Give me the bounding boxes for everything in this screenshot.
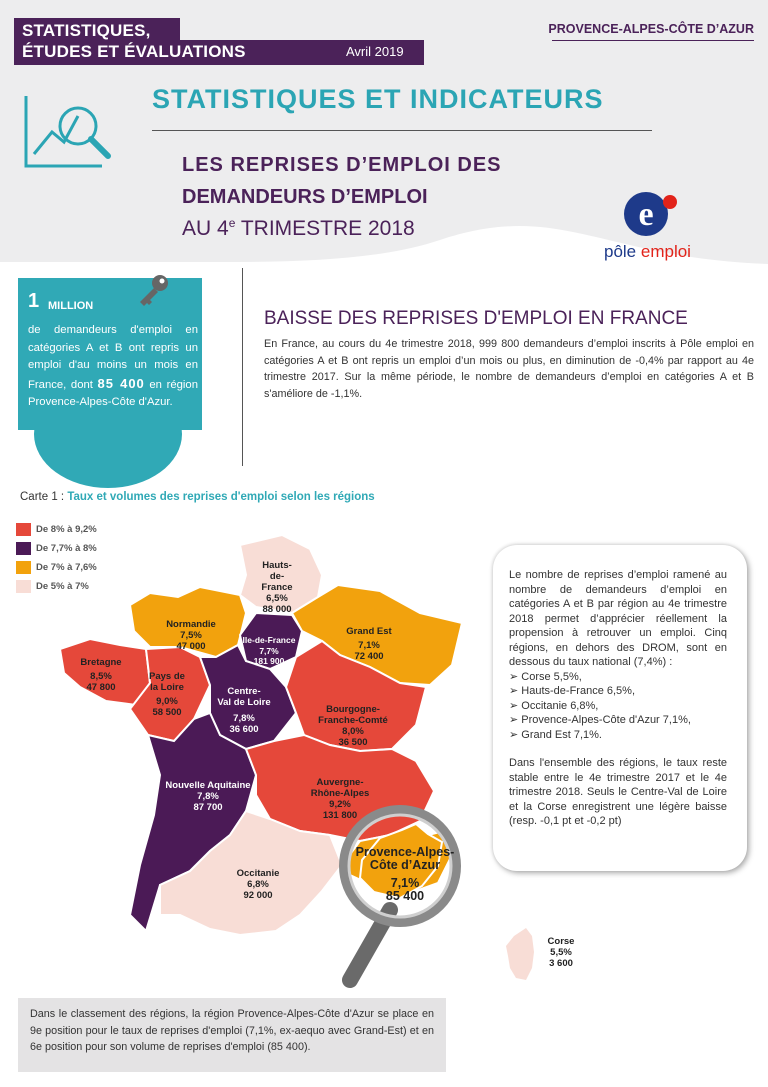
legend-swatch — [16, 561, 31, 574]
ranking-text: Dans le classement des régions, la région Provence-Alpes-Côte d'Azur se place en 9e position pour le taux de reprises d'emploi (7,1%, ex-aequo avec Grand-Est) et en 6e position pour son volume de reprises d'emploi (85 400). — [30, 1008, 434, 1053]
label-ile-de-france: Ile-de-France 7,7% 181 900 — [242, 635, 296, 666]
region-name: PROVENCE-ALPES-CÔTE D’AZUR — [548, 22, 754, 36]
list-item: ➢ Hauts-de-France 6,5%, — [509, 684, 727, 699]
page-title-line-2: DEMANDEURS D’EMPLOI — [182, 186, 428, 208]
section-heading: STATISTIQUES ET INDICATEURS — [152, 84, 604, 114]
intro-heading: BAISSE DES REPRISES D'EMPLOI EN FRANCE — [264, 308, 688, 329]
legend-swatch — [16, 523, 31, 536]
region-underline — [552, 40, 754, 41]
map-caption: Carte 1 : Taux et volumes des reprises d'emploi selon les régions — [20, 491, 375, 503]
label-normandie: Normandie 7,5% 47 000 — [166, 619, 216, 652]
label-hauts-de-france: Hauts- de- France 6,5% 88 000 — [261, 560, 293, 615]
key-figure-unit: MILLION — [48, 300, 94, 312]
list-item: ➢ Occitanie 6,8%, — [509, 699, 727, 714]
analysis-text — [509, 568, 727, 829]
label-occitanie: Occitanie 6,8% 92 000 — [236, 868, 280, 901]
key-icon — [136, 272, 172, 308]
legend-swatch — [16, 580, 31, 593]
label-pays-de-la-loire: Pays de la Loire 9,0% 58 500 — [149, 671, 185, 718]
section-rule — [152, 130, 652, 131]
page-title-line-1: LES REPRISES D’EMPLOI DES — [182, 154, 502, 176]
legend-item: De 5% à 7% — [16, 577, 97, 596]
legend-item: De 8% à 9,2% — [16, 520, 97, 539]
pole-emploi-logo — [622, 190, 688, 238]
logo-wordmark: pôle emploi — [604, 242, 691, 261]
list-item: ➢ Corse 5,5%, — [509, 670, 727, 685]
legend-swatch — [16, 542, 31, 555]
label-centre-val-de-loire: Centre- Val de Loire 7,8% 36 600 — [217, 686, 271, 735]
key-figure-number: 1 — [28, 290, 40, 312]
analysis-paragraph: Le nombre de reprises d’emploi ramené au nombre de demandeurs d’emploi en catégories A et B par région au 4e trimestre 2018 permet d’apprécier réellement la propension à retrouver un emploi. Cinq régions, en dehors des DROM, sont en dessous du taux national (7,4%) : — [509, 569, 727, 668]
label-auvergne-rhone-alpes: Auvergne- Rhône-Alpes 9,2% 131 800 — [310, 777, 370, 821]
label-nouvelle-aquitaine: Nouvelle Aquitaine 7,8% 87 700 — [165, 780, 251, 813]
svg-text:e: e — [638, 196, 654, 233]
below-average-list — [509, 670, 727, 743]
publication-date: Avril 2019 — [346, 44, 404, 59]
stats-magnifier-icon — [22, 96, 118, 176]
label-corse: Corse 5,5% 3 600 — [547, 936, 575, 969]
label-bretagne: Bretagne 8,5% 47 800 — [80, 657, 122, 693]
region-corse-shape — [504, 928, 540, 982]
legend-item: De 7,7% à 8% — [16, 539, 97, 558]
intro-text: En France, au cours du 4e trimestre 2018, 999 800 demandeurs d’emploi inscrits à Pôle emploi en catégories A et B ont repris un emploi d’un mois ou plus, en diminution de -0,4% par rapport au 4e trimestre 2017. Sur la même période, le nombre de demandeurs d’emploi en catégories A et B s'améliore de -1,1%. — [264, 338, 754, 400]
analysis-paragraph: Dans l'ensemble des régions, le taux reste stable entre le 4e trimestre 2017 et le 4e trimestre 2018. Seuls le Centre-Val de Loire et la Corse enregistrent une légère baisse (resp. -0,1 pt et -0,2 pt) — [509, 757, 727, 827]
column-divider — [242, 268, 243, 466]
publication-title: STATISTIQUES, ÉTUDES ET ÉVALUATIONS — [22, 21, 246, 61]
page-title-line-3: AU 4e TRIMESTRE 2018 — [182, 216, 415, 240]
legend-item: De 7% à 7,6% — [16, 558, 97, 577]
list-item: ➢ Provence-Alpes-Côte d'Azur 7,1%, — [509, 713, 727, 728]
label-paca: Provence-Alpes- Côte d’Azur 7,1% 85 400 — [355, 845, 455, 903]
key-figure-text: de demandeurs d'emploi en catégories A et B ont repris un emploi d'au moins un mois en France, dont 85 400 en région Provence-Alpes-Côte d'Azur. — [28, 324, 198, 408]
label-grand-est: Grand Est 7,1% 72 400 — [346, 626, 392, 662]
list-item: ➢ Grand Est 7,1%. — [509, 728, 727, 743]
label-bourgogne-franche-comte: Bourgogne- Franche-Comté 8,0% 36 500 — [318, 704, 388, 748]
